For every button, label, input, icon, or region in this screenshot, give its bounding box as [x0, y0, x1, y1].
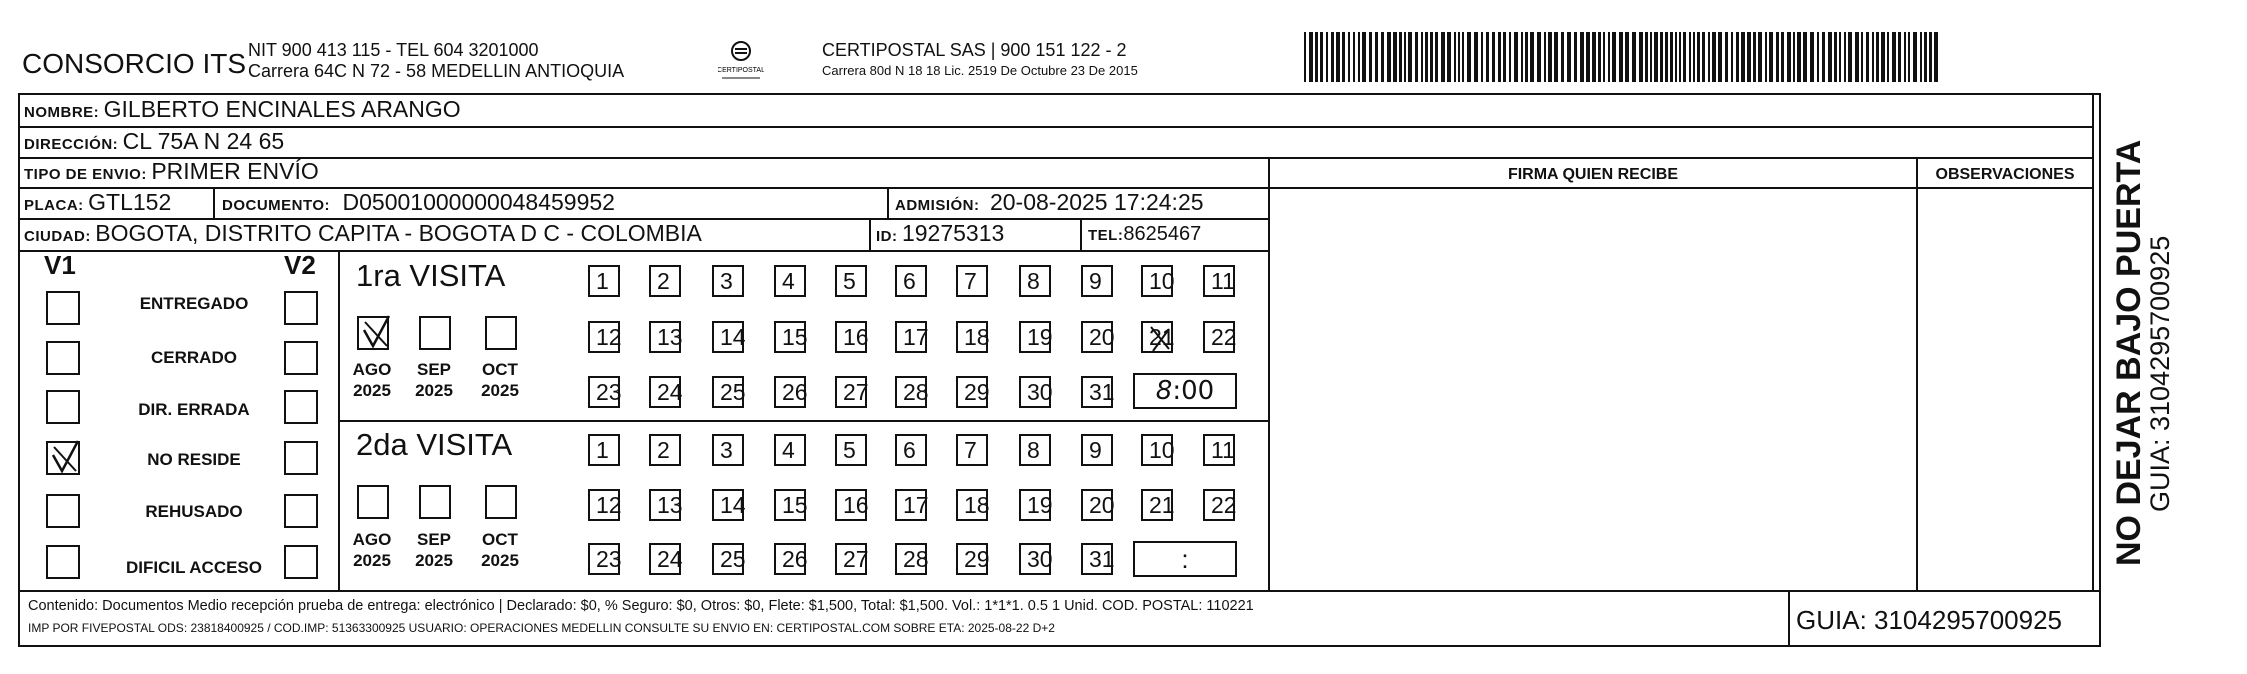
- visita2-day-26[interactable]: 26: [774, 543, 806, 575]
- tel-label: TEL:: [1088, 227, 1124, 244]
- status-label-entregado: ENTREGADO: [139, 294, 249, 313]
- visita2-day-10[interactable]: 10: [1141, 434, 1173, 466]
- visita2-month-oct-label: OCT 2025: [481, 530, 519, 570]
- visita1-day-10[interactable]: 10: [1141, 265, 1173, 297]
- visita2-time-box[interactable]: :: [1133, 541, 1237, 577]
- visita2-day-25[interactable]: 25: [712, 543, 744, 575]
- cross-mark-icon: [1143, 323, 1175, 355]
- check-mark-icon: [359, 314, 393, 352]
- documento-label: DOCUMENTO:: [222, 197, 331, 214]
- visita1-day-18[interactable]: 18: [956, 321, 988, 353]
- visita2-month-sep-checkbox[interactable]: [419, 485, 451, 519]
- visita1-month-sep-label: SEP 2025: [415, 360, 453, 400]
- v1-checkbox-cerrado[interactable]: [46, 341, 80, 375]
- visita2-day-5[interactable]: 5: [835, 434, 867, 466]
- visita1-day-7[interactable]: 7: [956, 265, 988, 297]
- company-nit: NIT 900 413 115 - TEL 604 3201000: [248, 40, 539, 60]
- v1-checkbox-dir-errada[interactable]: [46, 390, 80, 424]
- v2-checkbox-no-reside[interactable]: [284, 441, 318, 475]
- certipostal-logo: [718, 38, 764, 89]
- visita2-day-23[interactable]: 23: [588, 543, 620, 575]
- company-address: Carrera 64C N 72 - 58 MEDELLIN ANTIOQUIA: [248, 61, 625, 81]
- visita2-day-22[interactable]: 22: [1203, 489, 1235, 521]
- status-label-dificil-acceso: DIFICIL ACCESO: [125, 558, 262, 577]
- visita1-day-12[interactable]: 12: [588, 321, 620, 353]
- tipo-row: [24, 158, 319, 185]
- visita2-day-31[interactable]: 31: [1081, 543, 1113, 575]
- ciudad-label: CIUDAD:: [24, 228, 91, 245]
- visita1-day-28[interactable]: 28: [895, 376, 927, 408]
- placa-value: GTL152: [88, 189, 172, 215]
- v2-label: V2: [284, 250, 316, 280]
- visita1-day-22[interactable]: 22: [1203, 321, 1235, 353]
- visita1-day-16[interactable]: 16: [835, 321, 867, 353]
- v1-label: V1: [44, 250, 76, 280]
- observaciones-header: OBSERVACIONES: [1935, 166, 2075, 183]
- admision-row: [895, 189, 1204, 216]
- visita1-time-minutes: :00: [1172, 376, 1215, 406]
- visita1-day-1[interactable]: 1: [588, 265, 620, 297]
- visita1-day-29[interactable]: 29: [956, 376, 988, 408]
- tel-value: 8625467: [1123, 223, 1202, 245]
- svg-text:CERTIPOSTAL: CERTIPOSTAL: [718, 67, 764, 74]
- visita2-day-9[interactable]: 9: [1081, 434, 1113, 466]
- company-name: CONSORCIO ITS: [22, 48, 247, 79]
- status-label-rehusado: REHUSADO: [145, 502, 243, 521]
- tipo-value: PRIMER ENVÍO: [151, 158, 319, 184]
- visita1-day-9[interactable]: 9: [1081, 265, 1113, 297]
- visita1-time-box[interactable]: [1133, 373, 1237, 409]
- id-label: ID:: [876, 228, 898, 245]
- admision-value: 20-08-2025 17:24:25: [989, 189, 1204, 215]
- footer-contenido: Contenido: Documentos Medio recepción prueba de entrega: electrónico | Declarado: $0, % Seguro: $0, Otros: $0, Flete: $1,500, Total: $1,500. Vol.: 1*1*1. 0.5 1 Unid. COD. POSTAL: 110221: [28, 598, 1254, 614]
- v1-checkbox-dificil-acceso[interactable]: [46, 545, 80, 579]
- visita2-day-6[interactable]: 6: [895, 434, 927, 466]
- id-row: [876, 220, 1004, 247]
- documento-row: [222, 189, 615, 216]
- visita2-day-13[interactable]: 13: [649, 489, 681, 521]
- documento-value: D05001000000048459952: [342, 189, 615, 215]
- nombre-value: GILBERTO ENCINALES ARANGO: [103, 96, 461, 122]
- visita2-day-1[interactable]: 1: [588, 434, 620, 466]
- visita2-day-15[interactable]: 15: [774, 489, 806, 521]
- nombre-row: [24, 96, 461, 123]
- visita1-day-21[interactable]: 21: [1141, 321, 1173, 353]
- visita1-day-26[interactable]: 26: [774, 376, 806, 408]
- placa-label: PLACA:: [24, 197, 84, 214]
- visita2-day-4[interactable]: 4: [774, 434, 806, 466]
- side-guia: GUIA: 3104295700925: [2145, 235, 2175, 512]
- visita1-day-2[interactable]: 2: [649, 265, 681, 297]
- tel-row: [1088, 223, 1201, 246]
- visita1-day-23[interactable]: 23: [588, 376, 620, 408]
- v2-checkbox-dir-errada[interactable]: [284, 390, 318, 424]
- visita1-day-15[interactable]: 15: [774, 321, 806, 353]
- barcode-icon: [1304, 32, 1940, 82]
- visita1-day-8[interactable]: 8: [1019, 265, 1051, 297]
- v2-checkbox-cerrado[interactable]: [284, 341, 318, 375]
- id-value: 19275313: [901, 220, 1005, 246]
- visita2-day-18[interactable]: 18: [956, 489, 988, 521]
- carrier-address: Carrera 80d N 18 18 Lic. 2519 De Octubre 23 De 2015: [822, 63, 1138, 78]
- visita1-day-25[interactable]: 25: [712, 376, 744, 408]
- visita1-month-sep-checkbox[interactable]: [419, 316, 451, 350]
- visita2-day-29[interactable]: 29: [956, 543, 988, 575]
- ciudad-row: [24, 220, 702, 247]
- v1-checkbox-no-reside[interactable]: [46, 441, 80, 475]
- visita2-day-24[interactable]: 24: [649, 543, 681, 575]
- visita1-day-4[interactable]: 4: [774, 265, 806, 297]
- visita2-day-21[interactable]: 21: [1141, 489, 1173, 521]
- v2-checkbox-rehusado[interactable]: [284, 494, 318, 528]
- carrier-name: CERTIPOSTAL SAS | 900 151 122 - 2: [822, 40, 1127, 60]
- footer-imp: IMP POR FIVEPOSTAL ODS: 23818400925 / COD.IMP: 51363300925 USUARIO: OPERACIONES MEDELLIN CONSULTE SU ENVIO EN: CERTIPOSTAL.COM SOBRE ETA: 2025-08-22 D+2: [28, 621, 1055, 635]
- visita1-title: 1ra VISITA: [356, 258, 506, 293]
- visita1-day-5[interactable]: 5: [835, 265, 867, 297]
- side-warning: NO DEJAR BAJO PUERTA: [2110, 139, 2148, 566]
- visita1-day-27[interactable]: 27: [835, 376, 867, 408]
- visita2-day-17[interactable]: 17: [895, 489, 927, 521]
- status-label-cerrado: CERRADO: [151, 348, 237, 367]
- visita1-day-11[interactable]: 11: [1203, 265, 1235, 297]
- visita2-month-oct-checkbox[interactable]: [485, 485, 517, 519]
- v2-checkbox-entregado[interactable]: [284, 291, 318, 325]
- v1-checkbox-rehusado[interactable]: [46, 494, 80, 528]
- placa-row: [24, 189, 171, 216]
- visita1-month-oct-label: OCT 2025: [481, 360, 519, 400]
- check-mark-icon: [48, 439, 82, 477]
- visita2-day-30[interactable]: 30: [1019, 543, 1051, 575]
- visita2-month-sep-label: SEP 2025: [415, 530, 453, 570]
- status-label-no-reside: NO RESIDE: [147, 450, 241, 469]
- v1-checkbox-entregado[interactable]: [46, 291, 80, 325]
- visita2-day-7[interactable]: 7: [956, 434, 988, 466]
- visita1-day-6[interactable]: 6: [895, 265, 927, 297]
- direccion-value: CL 75A N 24 65: [122, 128, 285, 154]
- direccion-row: [24, 128, 284, 155]
- nombre-label: NOMBRE:: [24, 104, 100, 121]
- visita1-day-3[interactable]: 3: [712, 265, 744, 297]
- status-label-dir-errada: DIR. ERRADA: [138, 400, 250, 419]
- visita2-day-19[interactable]: 19: [1019, 489, 1051, 521]
- logo-icon: [718, 38, 764, 84]
- visita2-day-3[interactable]: 3: [712, 434, 744, 466]
- visita1-day-13[interactable]: 13: [649, 321, 681, 353]
- ciudad-value: BOGOTA, DISTRITO CAPITA - BOGOTA D C - COLOMBIA: [95, 220, 702, 246]
- visita1-month-ago-label: AGO 2025: [352, 360, 392, 400]
- tipo-label: TIPO DE ENVIO:: [24, 166, 147, 183]
- v2-checkbox-dificil-acceso[interactable]: [284, 545, 318, 579]
- visita2-day-12[interactable]: 12: [588, 489, 620, 521]
- visita1-day-31[interactable]: 31: [1081, 376, 1113, 408]
- visita1-day-24[interactable]: 24: [649, 376, 681, 408]
- visita2-day-11[interactable]: 11: [1203, 434, 1235, 466]
- visita2-month-ago-checkbox[interactable]: [357, 485, 389, 519]
- firma-header: FIRMA QUIEN RECIBE: [1507, 166, 1679, 183]
- footer-guia: GUIA: 3104295700925: [1796, 605, 2062, 635]
- visita2-day-2[interactable]: 2: [649, 434, 681, 466]
- visita1-day-30[interactable]: 30: [1019, 376, 1051, 408]
- visita2-day-8[interactable]: 8: [1019, 434, 1051, 466]
- visita1-time-handwritten: 8: [1155, 376, 1173, 406]
- direccion-label: DIRECCIÓN:: [24, 136, 119, 153]
- visita1-day-20[interactable]: 20: [1081, 321, 1113, 353]
- visita2-day-16[interactable]: 16: [835, 489, 867, 521]
- visita1-month-oct-checkbox[interactable]: [485, 316, 517, 350]
- visita1-day-19[interactable]: 19: [1019, 321, 1051, 353]
- visita1-day-17[interactable]: 17: [895, 321, 927, 353]
- visita1-month-ago-checkbox[interactable]: [357, 316, 389, 350]
- visita2-day-27[interactable]: 27: [835, 543, 867, 575]
- admision-label: ADMISIÓN:: [895, 197, 980, 214]
- visita2-day-28[interactable]: 28: [895, 543, 927, 575]
- visita2-day-14[interactable]: 14: [712, 489, 744, 521]
- visita2-title: 2da VISITA: [356, 427, 513, 462]
- visita1-day-14[interactable]: 14: [712, 321, 744, 353]
- visita2-day-20[interactable]: 20: [1081, 489, 1113, 521]
- visita2-month-ago-label: AGO 2025: [352, 530, 392, 570]
